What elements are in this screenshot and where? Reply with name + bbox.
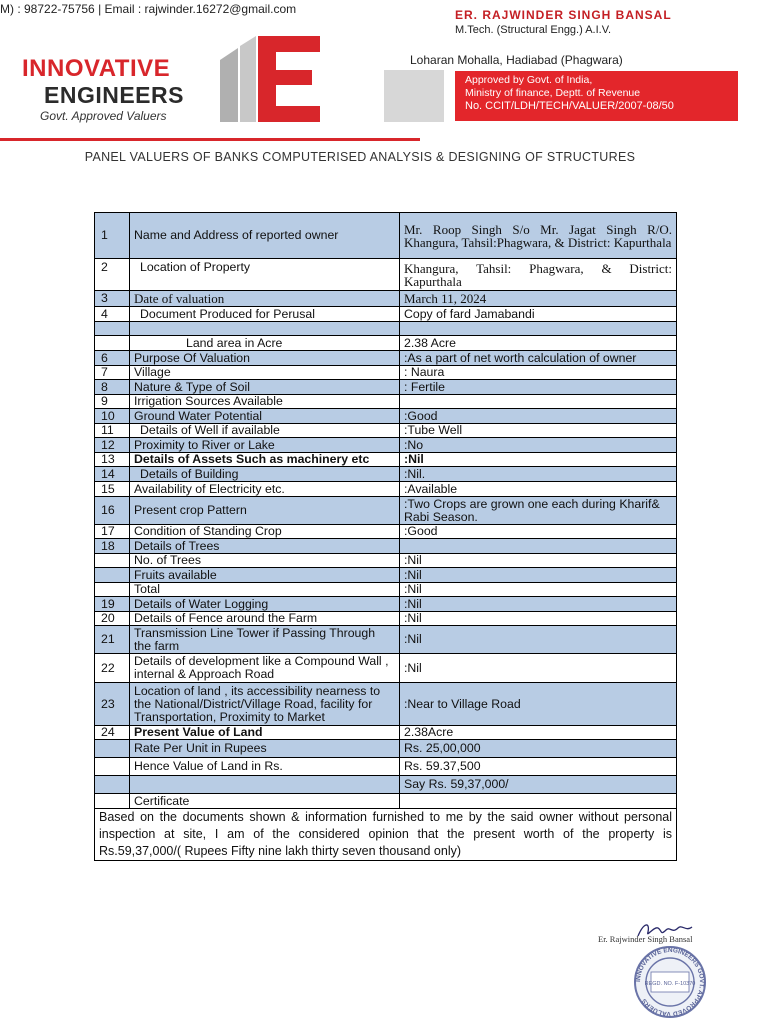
stamp-ring-text: INNOVATIVE ENGINEERS GOVT. APPROVED VALUERS bbox=[634, 946, 706, 1018]
row-number bbox=[95, 758, 130, 776]
row-label: Details of Water Logging bbox=[130, 597, 400, 612]
row-number: 16 bbox=[95, 497, 130, 525]
row-label: Details of Trees bbox=[130, 539, 400, 554]
row-number bbox=[95, 740, 130, 758]
row-value: :Nil bbox=[400, 554, 677, 568]
engineer-name: ER. RAJWINDER SINGH BANSAL bbox=[455, 8, 672, 22]
header-grey-block bbox=[384, 70, 444, 122]
table-row bbox=[95, 539, 677, 554]
row-label: Land area in Acre bbox=[130, 336, 400, 351]
table-row bbox=[95, 438, 677, 453]
row-value: Khangura, Tahsil: Phagwara, & District: Kapurthala bbox=[400, 259, 677, 291]
row-number: 14 bbox=[95, 467, 130, 482]
table-row bbox=[95, 794, 677, 809]
table-row bbox=[95, 597, 677, 612]
row-label: Proximity to River or Lake bbox=[130, 438, 400, 453]
stamp-center-text: REGD. NO. F-10370 bbox=[644, 981, 696, 987]
row-label: Availability of Electricity etc. bbox=[130, 482, 400, 497]
row-number: 20 bbox=[95, 612, 130, 626]
row-label: Rate Per Unit in Rupees bbox=[130, 740, 400, 758]
row-label: Present crop Pattern bbox=[130, 497, 400, 525]
table-row bbox=[95, 213, 677, 259]
table-row bbox=[95, 683, 677, 726]
table-row bbox=[95, 351, 677, 366]
row-label: Fruits available bbox=[130, 568, 400, 583]
row-label: Details of Building bbox=[130, 467, 400, 482]
row-number bbox=[95, 336, 130, 351]
table-row bbox=[95, 380, 677, 395]
engineer-qualification: M.Tech. (Structural Engg.) A.I.V. bbox=[455, 24, 612, 36]
table-row bbox=[95, 307, 677, 322]
row-number: 8 bbox=[95, 380, 130, 395]
row-number: 24 bbox=[95, 726, 130, 740]
row-value bbox=[400, 794, 677, 809]
row-number: 17 bbox=[95, 525, 130, 539]
tagline: PANEL VALUERS OF BANKS COMPUTERISED ANALYSIS & DESIGNING OF STRUCTURES bbox=[84, 150, 636, 164]
table-row bbox=[95, 776, 677, 794]
approval-box bbox=[455, 71, 738, 121]
row-value bbox=[400, 322, 677, 336]
row-label: Hence Value of Land in Rs. bbox=[130, 758, 400, 776]
row-label: Details of Assets Such as machinery etc bbox=[130, 453, 400, 467]
row-label: Condition of Standing Crop bbox=[130, 525, 400, 539]
row-number: 3 bbox=[95, 291, 130, 307]
row-value: Mr. Roop Singh S/o Mr. Jagat Singh R/O. Khangura, Tahsil:Phagwara, & District: Kapurthala bbox=[400, 213, 677, 259]
approval-line-3: No. CCIT/LDH/TECH/VALUER/2007-08/50 bbox=[465, 100, 674, 112]
office-address: Loharan Mohalla, Hadiabad (Phagwara) bbox=[410, 53, 623, 67]
table-row bbox=[95, 424, 677, 438]
row-number: 10 bbox=[95, 409, 130, 424]
row-value: 2.38Acre bbox=[400, 726, 677, 740]
company-logo-text bbox=[22, 56, 212, 124]
row-number: 6 bbox=[95, 351, 130, 366]
row-value: :As a part of net worth calculation of owner bbox=[400, 351, 677, 366]
row-value: Rs. 25,00,000 bbox=[400, 740, 677, 758]
row-label: Purpose Of Valuation bbox=[130, 351, 400, 366]
row-number: 7 bbox=[95, 366, 130, 380]
signatory-name: Er. Rajwinder Singh Bansal bbox=[598, 934, 693, 944]
row-value: Rs. 59.37,500 bbox=[400, 758, 677, 776]
row-label: Name and Address of reported owner bbox=[130, 213, 400, 259]
row-value: :Good bbox=[400, 409, 677, 424]
row-value: :Near to Village Road bbox=[400, 683, 677, 726]
row-value: Copy of fard Jamabandi bbox=[400, 307, 677, 322]
table-row bbox=[95, 554, 677, 568]
row-label: Details of Well if available bbox=[130, 424, 400, 438]
row-label: Details of Fence around the Farm bbox=[130, 612, 400, 626]
table-row bbox=[95, 336, 677, 351]
row-value bbox=[400, 395, 677, 409]
row-value: :Two Crops are grown one each during Kharif& Rabi Season. bbox=[400, 497, 677, 525]
table-row bbox=[95, 467, 677, 482]
row-number: 9 bbox=[95, 395, 130, 409]
logo-subtitle: Govt. Approved Valuers bbox=[40, 109, 167, 123]
header-red-rule bbox=[0, 138, 420, 141]
table-row bbox=[95, 612, 677, 626]
row-label: Nature & Type of Soil bbox=[130, 380, 400, 395]
row-value: : Naura bbox=[400, 366, 677, 380]
row-number: 11 bbox=[95, 424, 130, 438]
row-number: 12 bbox=[95, 438, 130, 453]
table-row bbox=[95, 497, 677, 525]
row-value: :No bbox=[400, 438, 677, 453]
table-row bbox=[95, 453, 677, 467]
row-label: Location of land , its accessibility nearness to the National/District/Village Road, facility for Transportation, Proximity to Market bbox=[130, 683, 400, 726]
row-value: :Nil bbox=[400, 654, 677, 683]
row-label: Details of development like a Compound Wall , internal & Approach Road bbox=[130, 654, 400, 683]
row-value: 2.38 Acre bbox=[400, 336, 677, 351]
row-number: 22 bbox=[95, 654, 130, 683]
table-row bbox=[95, 654, 677, 683]
row-number bbox=[95, 776, 130, 794]
ie-logo-icon bbox=[216, 32, 326, 128]
row-label: Certificate bbox=[130, 794, 400, 809]
table-row bbox=[95, 395, 677, 409]
row-number: 15 bbox=[95, 482, 130, 497]
row-value: :Nil bbox=[400, 597, 677, 612]
table-row bbox=[95, 726, 677, 740]
contact-line: M) : 98722-75756 | Email : rajwinder.16272@gmail.com bbox=[0, 2, 297, 16]
table-row bbox=[95, 482, 677, 497]
row-number bbox=[95, 794, 130, 809]
row-label: Transmission Line Tower if Passing Through the farm bbox=[130, 626, 400, 654]
row-number: 23 bbox=[95, 683, 130, 726]
row-value: :Nil bbox=[400, 568, 677, 583]
table-row bbox=[95, 626, 677, 654]
row-label: Date of valuation bbox=[130, 291, 400, 307]
row-label: Total bbox=[130, 583, 400, 597]
table-row bbox=[95, 291, 677, 307]
table-row bbox=[95, 409, 677, 424]
row-label: No. of Trees bbox=[130, 554, 400, 568]
row-value: : Fertile bbox=[400, 380, 677, 395]
table-row bbox=[95, 583, 677, 597]
row-number: 13 bbox=[95, 453, 130, 467]
row-label: Village bbox=[130, 366, 400, 380]
row-number: 19 bbox=[95, 597, 130, 612]
row-label: Irrigation Sources Available bbox=[130, 395, 400, 409]
table-row bbox=[95, 740, 677, 758]
row-value: March 11, 2024 bbox=[400, 291, 677, 307]
table-row bbox=[95, 366, 677, 380]
row-value: :Nil bbox=[400, 583, 677, 597]
row-value: :Nil bbox=[400, 612, 677, 626]
table-row bbox=[95, 259, 677, 291]
approval-line-1: Approved by Govt. of India, bbox=[465, 74, 593, 86]
row-label: Ground Water Potential bbox=[130, 409, 400, 424]
row-number bbox=[95, 554, 130, 568]
row-number: 18 bbox=[95, 539, 130, 554]
row-label bbox=[130, 776, 400, 794]
row-number bbox=[95, 568, 130, 583]
table-row bbox=[95, 525, 677, 539]
approval-line-2: Ministry of finance, Deptt. of Revenue bbox=[465, 87, 641, 99]
valuer-stamp-icon bbox=[624, 944, 716, 1020]
row-number: 21 bbox=[95, 626, 130, 654]
row-value: :Nil bbox=[400, 453, 677, 467]
row-label: Location of Property bbox=[130, 259, 400, 291]
row-number: 1 bbox=[95, 213, 130, 259]
row-number bbox=[95, 583, 130, 597]
row-value: :Nil. bbox=[400, 467, 677, 482]
row-number: 2 bbox=[95, 259, 130, 291]
row-value: :Good bbox=[400, 525, 677, 539]
table-row bbox=[95, 322, 677, 336]
row-value: :Nil bbox=[400, 626, 677, 654]
row-label bbox=[130, 322, 400, 336]
valuation-table bbox=[94, 212, 677, 861]
row-value: :Available bbox=[400, 482, 677, 497]
logo-word-engineers: ENGINEERS bbox=[44, 82, 184, 108]
row-number: 4 bbox=[95, 307, 130, 322]
certificate-row bbox=[95, 809, 677, 861]
row-number bbox=[95, 322, 130, 336]
table-row bbox=[95, 568, 677, 583]
logo-word-innovative: INNOVATIVE bbox=[22, 55, 171, 82]
row-value: Say Rs. 59,37,000/ bbox=[400, 776, 677, 794]
row-label: Document Produced for Perusal bbox=[130, 307, 400, 322]
row-label: Present Value of Land bbox=[130, 726, 400, 740]
table-row bbox=[95, 758, 677, 776]
certificate-text: Based on the documents shown & information furnished to me by the said owner without personal inspection at site, I am of the considered opinion that the present worth of the property is Rs.59,37,000/( Rupees Fifty nine lakh thirty seven thousand only) bbox=[95, 809, 677, 861]
row-value bbox=[400, 539, 677, 554]
row-value: :Tube Well bbox=[400, 424, 677, 438]
